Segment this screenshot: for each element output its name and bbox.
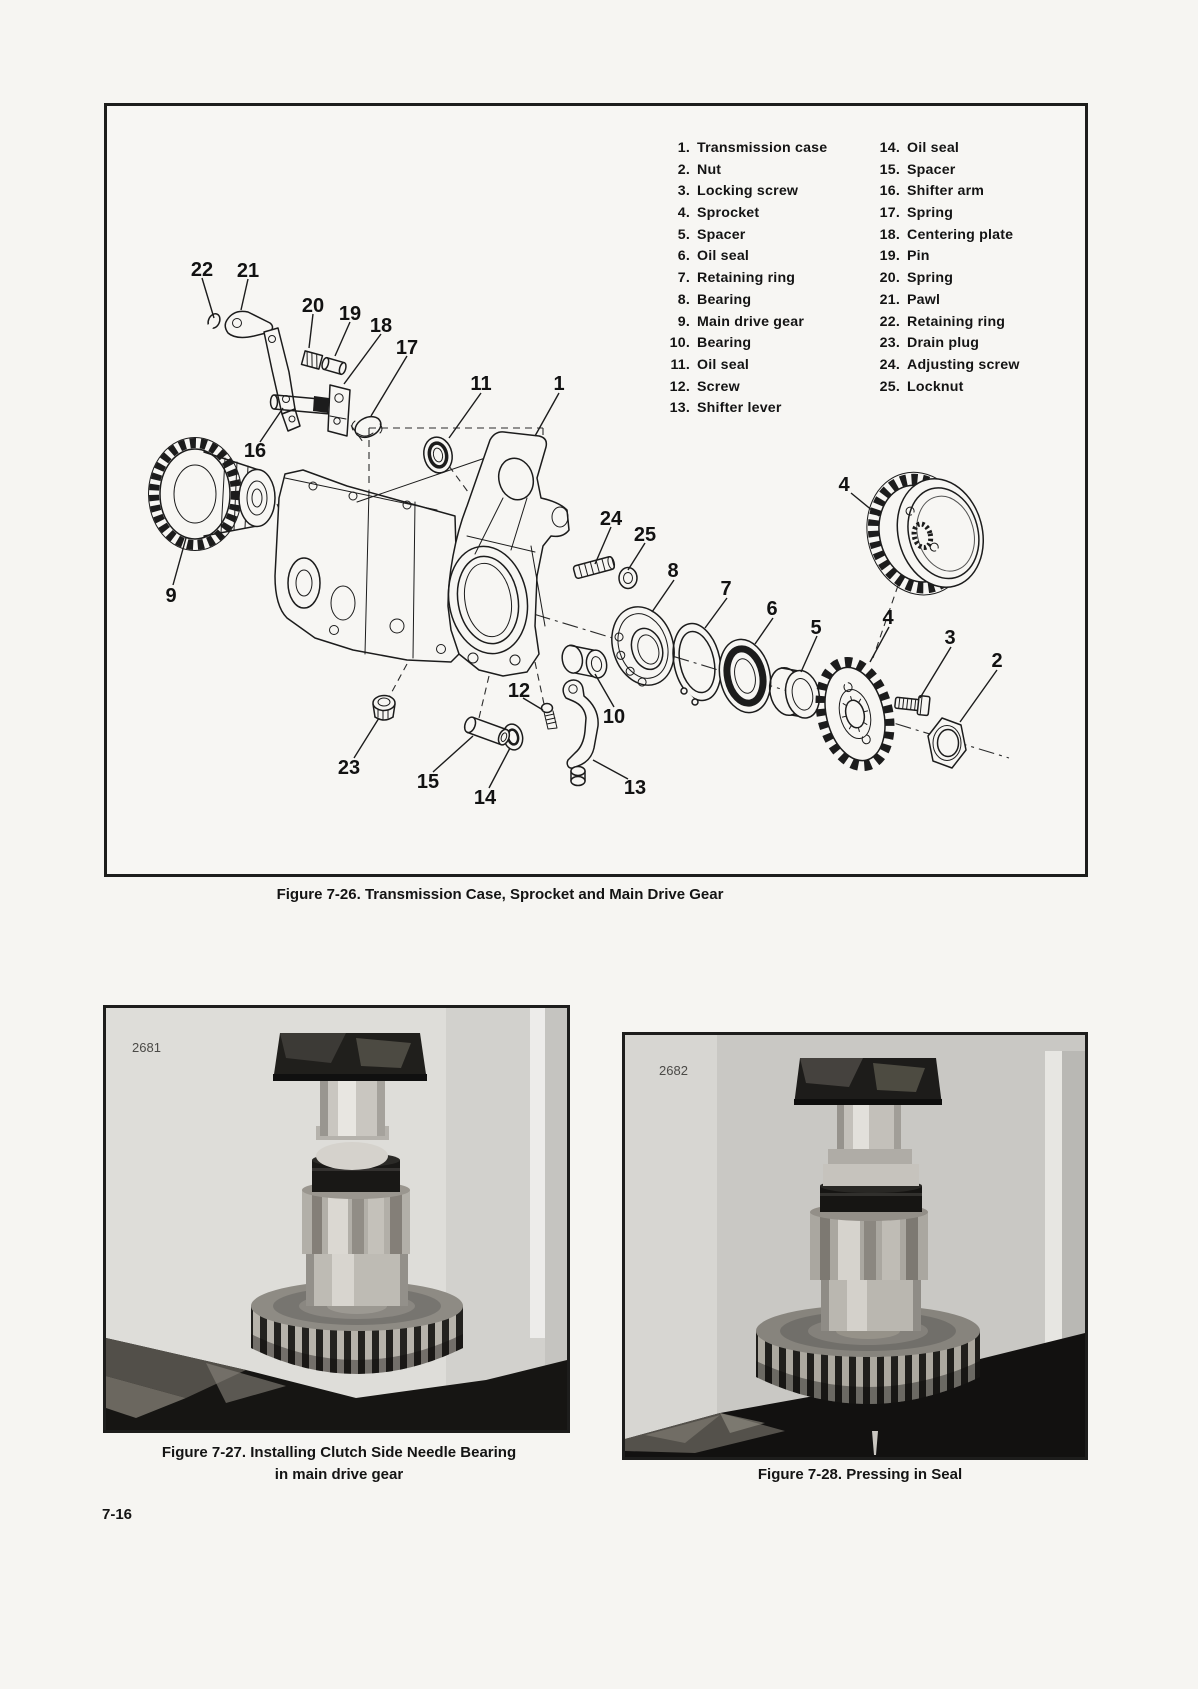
callout-3: 3 bbox=[944, 627, 956, 649]
parts-list-entry bbox=[648, 290, 853, 312]
parts-list-entry bbox=[858, 355, 1083, 377]
part-number: 14. bbox=[879, 140, 900, 156]
callout-16: 16 bbox=[243, 440, 267, 462]
part-label: Transmission case bbox=[697, 140, 828, 156]
part-number: 8. bbox=[677, 291, 690, 308]
part-label: Locknut bbox=[907, 378, 964, 395]
figure-7-27-photo bbox=[103, 1005, 570, 1433]
callout-9: 9 bbox=[165, 585, 177, 607]
part-number: 13. bbox=[669, 400, 690, 417]
part-label: Retaining ring bbox=[697, 270, 796, 287]
pin-drawing bbox=[321, 357, 347, 375]
part-label: Spring bbox=[907, 270, 954, 287]
part-number: 15. bbox=[879, 161, 900, 178]
figure-7-26-caption: Figure 7-26. Transmission Case, Sprocket and Main Drive Gear bbox=[276, 886, 724, 903]
part-number: 25. bbox=[879, 378, 900, 395]
page-number: 7-16 bbox=[102, 1506, 133, 1523]
part-label: Shifter arm bbox=[907, 183, 985, 200]
callout-17: 17 bbox=[395, 337, 419, 359]
part-number: 6. bbox=[677, 248, 690, 265]
parts-list-column-1 bbox=[648, 138, 853, 420]
part-number: 16. bbox=[879, 183, 900, 200]
shifter-lever-drawing bbox=[563, 680, 598, 786]
parts-list-entry bbox=[648, 355, 853, 377]
callout-24: 24 bbox=[599, 508, 623, 530]
part-label: Nut bbox=[697, 161, 722, 178]
sprocket-pulley-drawing bbox=[853, 457, 995, 606]
parts-list-entry bbox=[648, 181, 853, 203]
part-number: 10. bbox=[669, 335, 690, 352]
spring-17-drawing bbox=[352, 413, 385, 442]
part-number: 20. bbox=[879, 270, 900, 287]
part-number: 24. bbox=[879, 356, 900, 373]
part-label: Spacer bbox=[697, 226, 746, 243]
photo-id-tag: 2682 bbox=[659, 1063, 688, 1078]
part-label: Oil seal bbox=[907, 140, 960, 156]
part-label: Pawl bbox=[907, 291, 941, 308]
parts-list-entry bbox=[858, 268, 1083, 290]
caption-line-2: in main drive gear bbox=[274, 1466, 404, 1483]
callout-5: 5 bbox=[810, 617, 822, 639]
parts-list-entry bbox=[858, 181, 1083, 203]
parts-list-entry bbox=[858, 138, 1083, 160]
figure-7-26-frame bbox=[104, 103, 1088, 877]
parts-list-entry bbox=[858, 333, 1083, 355]
callout-22: 22 bbox=[190, 259, 214, 281]
part-number: 23. bbox=[879, 335, 900, 352]
callout-12: 12 bbox=[507, 680, 531, 702]
spacer-15-drawing bbox=[463, 716, 512, 747]
callout-7: 7 bbox=[720, 578, 732, 600]
callout-11: 11 bbox=[470, 373, 492, 395]
callout-8: 8 bbox=[667, 560, 679, 582]
part-number: 21. bbox=[879, 291, 900, 308]
part-label: Oil seal bbox=[697, 356, 750, 373]
adjusting-screw-drawing bbox=[573, 556, 616, 579]
figure-7-28-caption: Figure 7-28. Pressing in Seal bbox=[757, 1466, 963, 1483]
parts-list-entry bbox=[858, 160, 1083, 182]
part-label: Locking screw bbox=[697, 183, 799, 200]
parts-list-entry bbox=[648, 225, 853, 247]
parts-list-entry bbox=[858, 203, 1083, 225]
parts-list-entry bbox=[858, 377, 1083, 399]
part-label: Pin bbox=[907, 248, 930, 265]
figure-7-27-caption bbox=[104, 1442, 574, 1486]
part-number: 2. bbox=[677, 161, 690, 178]
callout-6: 6 bbox=[766, 598, 778, 620]
callout-1: 1 bbox=[553, 373, 565, 395]
parts-list-entry bbox=[858, 225, 1083, 247]
part-label: Bearing bbox=[697, 335, 752, 352]
part-label: Spring bbox=[907, 205, 954, 222]
part-number: 9. bbox=[677, 313, 690, 330]
nut-drawing bbox=[928, 718, 966, 768]
part-number: 12. bbox=[669, 378, 690, 395]
part-number: 11. bbox=[670, 356, 690, 373]
centering-plate-drawing bbox=[328, 385, 350, 436]
part-label: Screw bbox=[697, 378, 740, 395]
caption-line-1: Figure 7-27. Installing Clutch Side Needle Bearing bbox=[161, 1444, 517, 1461]
parts-list-entry bbox=[858, 290, 1083, 312]
part-label: Bearing bbox=[697, 291, 752, 308]
spring-20-drawing bbox=[301, 351, 322, 369]
callout-4-pulley: 4 bbox=[838, 474, 850, 496]
parts-list-entry bbox=[648, 312, 853, 334]
part-label: Sprocket bbox=[697, 205, 760, 222]
drain-plug-drawing bbox=[373, 696, 395, 721]
parts-list-column-2 bbox=[858, 138, 1083, 398]
press-photo-left bbox=[106, 1008, 567, 1430]
oil-seal-6-drawing bbox=[713, 635, 777, 718]
parts-list-entry bbox=[648, 246, 853, 268]
photo-id-tag: 2681 bbox=[132, 1040, 161, 1055]
part-label: Retaining ring bbox=[907, 313, 1006, 330]
part-label: Drain plug bbox=[907, 335, 980, 352]
callout-21: 21 bbox=[236, 260, 260, 282]
part-number: 17. bbox=[879, 205, 900, 222]
part-label: Oil seal bbox=[697, 248, 750, 265]
spacer-5-drawing bbox=[765, 661, 823, 724]
part-label: Centering plate bbox=[907, 226, 1014, 243]
retaining-ring-7-drawing bbox=[666, 619, 727, 706]
parts-list-entry bbox=[648, 268, 853, 290]
screw-12-drawing bbox=[542, 704, 558, 730]
callout-13: 13 bbox=[623, 777, 647, 799]
part-label: Shifter lever bbox=[697, 400, 782, 417]
part-label: Spacer bbox=[907, 161, 956, 178]
locking-screw-drawing bbox=[894, 693, 930, 715]
part-label: Main drive gear bbox=[697, 313, 805, 330]
part-number: 4. bbox=[677, 205, 690, 222]
sprocket-small-drawing bbox=[810, 655, 900, 774]
part-number: 1. bbox=[677, 140, 690, 156]
part-number: 18. bbox=[879, 226, 900, 243]
callout-14: 14 bbox=[473, 787, 497, 809]
parts-list-entry bbox=[858, 246, 1083, 268]
parts-list-entry bbox=[648, 138, 853, 160]
callout-20: 20 bbox=[301, 295, 325, 317]
part-number: 19. bbox=[879, 248, 900, 265]
part-label: Adjusting screw bbox=[907, 356, 1020, 373]
parts-list-entry bbox=[648, 398, 853, 420]
parts-list-entry bbox=[648, 377, 853, 399]
callout-18: 18 bbox=[369, 315, 393, 337]
callout-10: 10 bbox=[602, 706, 626, 728]
shifter-arm-drawing bbox=[264, 328, 334, 431]
part-number: 3. bbox=[677, 183, 690, 200]
figure-7-28-photo bbox=[622, 1032, 1088, 1460]
parts-list-entry bbox=[858, 312, 1083, 334]
callout-19: 19 bbox=[338, 303, 362, 325]
part-number: 5. bbox=[677, 226, 690, 243]
callout-15: 15 bbox=[416, 771, 440, 793]
bearing-10-drawing bbox=[560, 640, 609, 684]
part-number: 7. bbox=[677, 270, 690, 287]
locknut-drawing bbox=[619, 568, 637, 589]
callout-25: 25 bbox=[633, 524, 657, 546]
transmission-case-drawing bbox=[275, 432, 569, 676]
press-photo-right bbox=[625, 1035, 1085, 1457]
parts-list-entry bbox=[648, 203, 853, 225]
callout-2: 2 bbox=[991, 650, 1003, 672]
parts-list-entry bbox=[648, 333, 853, 355]
bearing-8-drawing bbox=[602, 599, 684, 694]
callout-23: 23 bbox=[337, 757, 361, 779]
parts-list-entry bbox=[648, 160, 853, 182]
oil-seal-11-drawing bbox=[421, 434, 456, 475]
part-number: 22. bbox=[879, 313, 900, 330]
callout-4-sprocket: 4 bbox=[882, 607, 894, 629]
